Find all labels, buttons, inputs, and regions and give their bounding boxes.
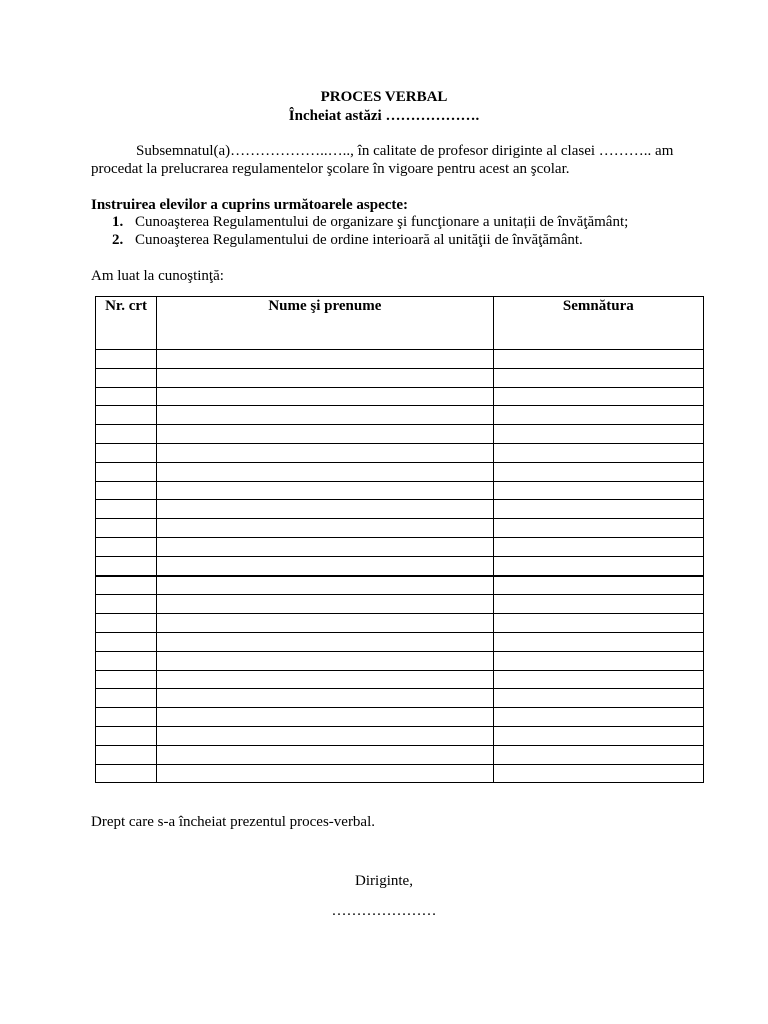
table-row xyxy=(96,500,704,519)
signature-cell xyxy=(493,556,703,575)
nr-cell xyxy=(96,764,157,783)
name-cell xyxy=(157,481,494,500)
signature-cell xyxy=(493,425,703,444)
signature-cell xyxy=(493,595,703,614)
list-item-text: Cunoaşterea Regulamentului de organizare şi funcţionare a unitații de învăţământ; xyxy=(135,214,629,230)
list-item-text: Cunoaşterea Regulamentului de ordine interioară al unităţii de învăţământ. xyxy=(135,232,583,248)
signature-cell xyxy=(493,764,703,783)
nr-cell xyxy=(96,387,157,406)
table-row xyxy=(96,368,704,387)
signature-role: Diriginte, xyxy=(355,873,413,889)
nr-cell xyxy=(96,537,157,556)
signature-cell xyxy=(493,614,703,633)
table-row xyxy=(96,632,704,651)
table-row xyxy=(96,595,704,614)
signature-cell xyxy=(493,537,703,556)
name-cell xyxy=(157,387,494,406)
name-cell xyxy=(157,556,494,575)
signature-cell xyxy=(493,519,703,538)
name-cell xyxy=(157,651,494,670)
name-cell xyxy=(157,368,494,387)
list-item-number: 2. xyxy=(112,232,124,248)
name-cell xyxy=(157,670,494,689)
nr-cell xyxy=(96,614,157,633)
table-row xyxy=(96,708,704,727)
nr-cell xyxy=(96,425,157,444)
column-header-name: Nume şi prenume xyxy=(157,297,494,350)
table-row xyxy=(96,350,704,369)
table-row xyxy=(96,726,704,745)
table-row xyxy=(96,614,704,633)
table-row xyxy=(96,745,704,764)
document-subtitle: Încheiat astăzi ………………. xyxy=(288,108,480,124)
table-row xyxy=(96,443,704,462)
nr-cell xyxy=(96,462,157,481)
name-cell xyxy=(157,537,494,556)
name-cell xyxy=(157,689,494,708)
signature-cell xyxy=(493,745,703,764)
nr-cell xyxy=(96,745,157,764)
table-row xyxy=(96,519,704,538)
signature-line: ………………… xyxy=(331,903,437,919)
name-cell xyxy=(157,764,494,783)
name-cell xyxy=(157,708,494,727)
table-header-row xyxy=(96,297,704,350)
nr-cell xyxy=(96,726,157,745)
name-cell xyxy=(157,745,494,764)
nr-cell xyxy=(96,500,157,519)
name-cell xyxy=(157,443,494,462)
name-cell xyxy=(157,462,494,481)
nr-cell xyxy=(96,632,157,651)
acknowledged-label: Am luat la cunoştinţă: xyxy=(91,268,224,284)
table-row xyxy=(96,406,704,425)
signature-cell xyxy=(493,670,703,689)
table-row xyxy=(96,689,704,708)
signature-cell xyxy=(493,500,703,519)
table-row xyxy=(96,462,704,481)
name-cell xyxy=(157,576,494,595)
signature-cell xyxy=(493,481,703,500)
intro-line-2: procedat la prelucrarea regulamentelor şcolare în vigoare pentru acest an şcolar. xyxy=(91,161,570,177)
signature-cell xyxy=(493,689,703,708)
nr-cell xyxy=(96,670,157,689)
instruction-heading: Instruirea elevilor a cuprins următoarele aspecte: xyxy=(91,197,409,213)
signature-cell xyxy=(493,651,703,670)
nr-cell xyxy=(96,576,157,595)
table-row xyxy=(96,537,704,556)
signature-cell xyxy=(493,726,703,745)
signature-cell xyxy=(493,387,703,406)
nr-cell xyxy=(96,481,157,500)
signature-cell xyxy=(493,462,703,481)
list-item-number: 1. xyxy=(112,214,124,230)
signature-cell xyxy=(493,576,703,595)
signature-cell xyxy=(493,368,703,387)
document-title: PROCES VERBAL xyxy=(320,89,448,105)
name-cell xyxy=(157,632,494,651)
signature-cell xyxy=(493,708,703,727)
table-row xyxy=(96,481,704,500)
signature-cell xyxy=(493,443,703,462)
table-row xyxy=(96,387,704,406)
nr-cell xyxy=(96,689,157,708)
name-cell xyxy=(157,425,494,444)
list-item xyxy=(112,231,628,249)
nr-cell xyxy=(96,350,157,369)
nr-cell xyxy=(96,651,157,670)
name-cell xyxy=(157,595,494,614)
table-row xyxy=(96,556,704,575)
aspects-list xyxy=(112,213,628,249)
column-header-signature: Semnătura xyxy=(493,297,703,350)
intro-paragraph xyxy=(91,142,691,178)
name-cell xyxy=(157,350,494,369)
closing-statement: Drept care s-a încheiat prezentul proces-verbal. xyxy=(91,814,376,830)
signature-cell xyxy=(493,406,703,425)
nr-cell xyxy=(96,519,157,538)
nr-cell xyxy=(96,443,157,462)
signature-table xyxy=(95,296,704,783)
intro-line-1: Subsemnatul(a)………………..….., în calitate de profesor diriginte al clasei ……….. am xyxy=(136,143,674,159)
table-row xyxy=(96,576,704,595)
column-header-nr: Nr. crt xyxy=(96,297,157,350)
name-cell xyxy=(157,519,494,538)
table-row xyxy=(96,425,704,444)
name-cell xyxy=(157,500,494,519)
list-item xyxy=(112,213,628,231)
nr-cell xyxy=(96,556,157,575)
nr-cell xyxy=(96,595,157,614)
nr-cell xyxy=(96,406,157,425)
signature-cell xyxy=(493,632,703,651)
name-cell xyxy=(157,406,494,425)
name-cell xyxy=(157,726,494,745)
table-row xyxy=(96,764,704,783)
nr-cell xyxy=(96,368,157,387)
table-row xyxy=(96,651,704,670)
signature-cell xyxy=(493,350,703,369)
name-cell xyxy=(157,614,494,633)
table-row xyxy=(96,670,704,689)
nr-cell xyxy=(96,708,157,727)
